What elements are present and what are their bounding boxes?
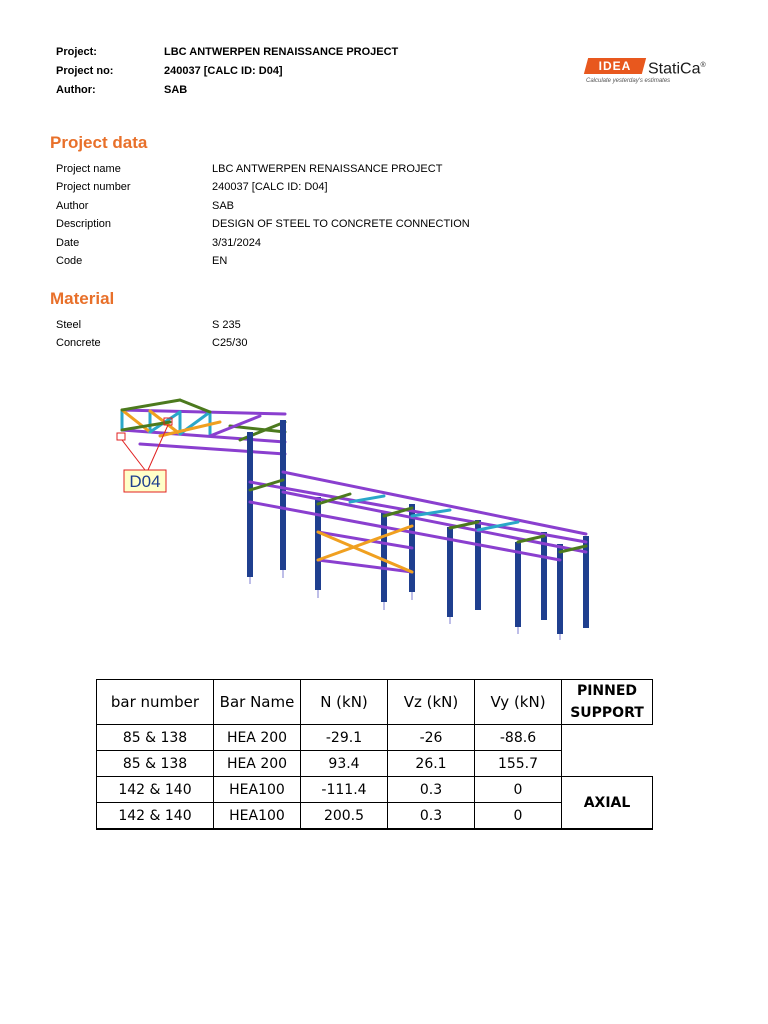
material-row: [56, 337, 247, 355]
table-header-row: [97, 680, 653, 725]
field-value: 240037 [CALC ID: D04]: [212, 181, 328, 194]
header-value: 240037 [CALC ID: D04]: [164, 65, 283, 77]
field-value: C25/30: [212, 337, 248, 350]
field-label: Steel: [56, 319, 82, 331]
field-label: Description: [56, 218, 112, 231]
project-data-row: [56, 163, 470, 181]
footings: [250, 570, 560, 640]
cell: 0: [475, 803, 562, 830]
structure-model-figure: [100, 392, 600, 642]
cell: 0.3: [388, 777, 475, 803]
project-data-row: [56, 237, 470, 255]
idea-statica-logo: [586, 56, 716, 90]
header-label: Project no:: [56, 65, 114, 77]
header-label: Project:: [56, 46, 97, 58]
cell: 0.3: [388, 803, 475, 830]
logo-tagline: Calculate yesterday's estimates: [586, 78, 671, 84]
cell: 142 & 140: [97, 777, 214, 803]
cell: -29.1: [301, 725, 388, 751]
cell: 200.5: [301, 803, 388, 830]
cell: HEA100: [214, 803, 301, 830]
side-label-axial: AXIAL: [562, 777, 653, 830]
header-label: Author:: [56, 84, 96, 96]
project-data-heading: Project data: [50, 133, 148, 152]
callout-label: D04: [129, 472, 161, 491]
forces-table: [96, 679, 653, 830]
cell: HEA 200: [214, 725, 301, 751]
cell: 155.7: [475, 751, 562, 777]
field-value: 3/31/2024: [212, 236, 261, 249]
header-value: SAB: [164, 84, 188, 96]
table-row: [97, 777, 653, 803]
columns: [250, 420, 586, 634]
project-data-row: [56, 255, 470, 273]
field-label: Project name: [56, 163, 121, 175]
project-data-row: [56, 218, 470, 236]
col-bar-number: bar number: [97, 680, 214, 725]
cell: HEA100: [214, 777, 301, 803]
cell: 85 & 138: [97, 751, 214, 777]
field-value: S 235: [212, 319, 241, 331]
cell: HEA 200: [214, 751, 301, 777]
material-row: [56, 319, 247, 337]
cell: 93.4: [301, 751, 388, 777]
material-heading: Material: [50, 289, 115, 308]
table-row: [97, 725, 653, 751]
field-value: LBC ANTWERPEN RENAISSANCE PROJECT: [212, 163, 443, 175]
table-row: [97, 751, 653, 777]
project-data-row: [56, 181, 470, 199]
field-value: SAB: [212, 199, 235, 212]
cell: -111.4: [301, 777, 388, 803]
col-vz: Vz (kN): [388, 680, 475, 725]
header-row-project-no: [56, 65, 398, 84]
field-label: Project number: [56, 181, 131, 194]
project-data-row: [56, 200, 470, 218]
cell: 26.1: [388, 751, 475, 777]
cell: -26: [388, 725, 475, 751]
field-label: Author: [56, 199, 89, 212]
side-label-pinned-support: PINNED SUPPORT: [562, 680, 653, 725]
cell: 85 & 138: [97, 725, 214, 751]
header-row-author: [56, 84, 398, 103]
cell: 0: [475, 777, 562, 803]
col-bar-name: Bar Name: [214, 680, 301, 725]
col-vy: Vy (kN): [475, 680, 562, 725]
col-n: N (kN): [301, 680, 388, 725]
field-label: Code: [56, 254, 83, 267]
project-data-table: [56, 163, 470, 273]
header-value: LBC ANTWERPEN RENAISSANCE PROJECT: [164, 46, 399, 58]
header-row-project: [56, 46, 398, 65]
logo-mark: IDEA: [584, 58, 646, 74]
field-value: DESIGN OF STEEL TO CONCRETE CONNECTION: [212, 218, 470, 231]
cell: -88.6: [475, 725, 562, 751]
logo-brand: StatiCa®: [648, 60, 706, 78]
field-label: Concrete: [56, 337, 101, 350]
field-value: EN: [212, 254, 228, 267]
upper-truss: [122, 400, 285, 454]
field-label: Date: [56, 236, 80, 249]
lower-frame: [250, 472, 586, 572]
cell: 142 & 140: [97, 803, 214, 830]
document-header: [56, 46, 398, 103]
material-table: [56, 319, 247, 356]
